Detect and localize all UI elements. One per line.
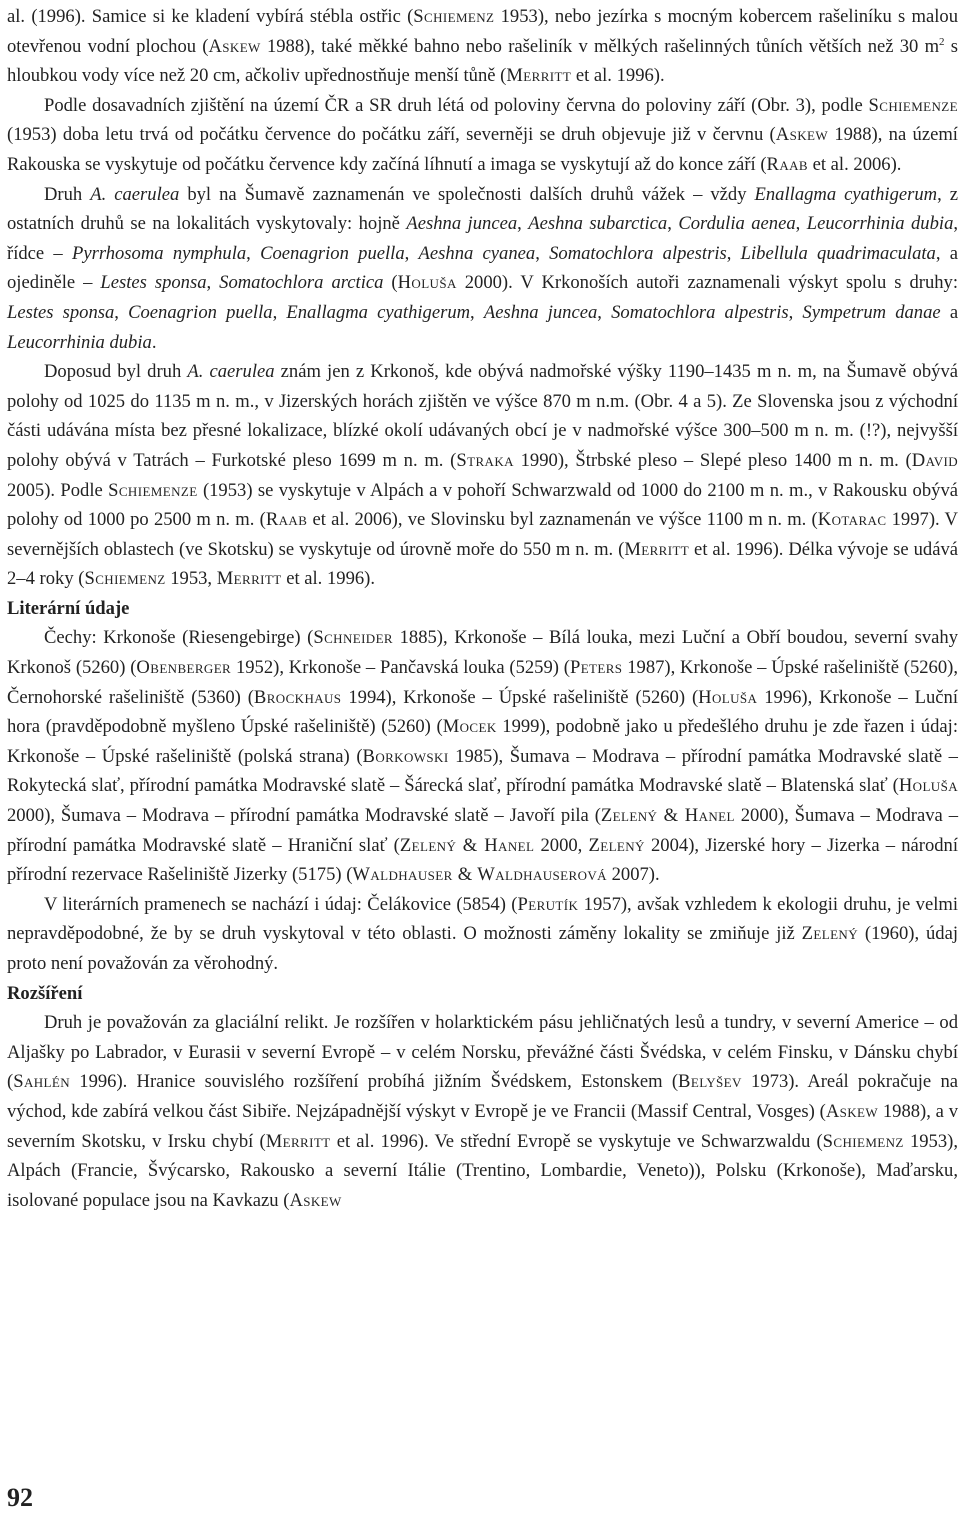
species-name: Leucorrhinia dubia — [806, 213, 954, 235]
superscript: 2 — [939, 35, 945, 48]
paragraph-distribution — [7, 1008, 958, 1215]
species-name: Somatochlora alpestris — [549, 242, 727, 264]
author-citation: Kotarac — [817, 509, 887, 531]
species-name: Sympetrum danae — [802, 301, 941, 323]
text-run: Druh — [44, 183, 91, 205]
species-name: Aeshna cyanea — [418, 242, 536, 264]
heading-rozsireni — [7, 979, 958, 1009]
text-run: , — [795, 213, 807, 235]
paragraph-altitude — [7, 357, 958, 594]
author-citation: Holuša — [898, 775, 958, 797]
species-name: Cordulia aenea — [678, 213, 796, 235]
paragraph-oviposition — [7, 2, 958, 91]
author-citation: Merritt — [216, 568, 282, 590]
text-run: 1985), Šumava – Modrava – přírodní památka Modravské slatě – Rokytecká slať, přírodní památka Modravské slatě – Šárecká slať, přírodní památka Modravské slatě – Blatenská slať ( — [7, 745, 958, 797]
text-run: s hloubkou vody více než 20 cm, ačkoliv upřednostňuje menší tůně ( — [7, 35, 958, 87]
species-name: Lestes sponsa — [7, 301, 115, 323]
text-run: . — [151, 331, 157, 353]
author-citation: Zelený & Hanel — [399, 834, 535, 856]
author-citation: David — [911, 449, 958, 471]
text-run: et al. 1996). — [571, 65, 665, 87]
text-run: , — [404, 242, 419, 264]
author-citation: Obenberger — [136, 657, 232, 679]
text-run: byl na Šumavě zaznamenán ve společnosti dalších druhů vážek – vždy — [179, 183, 755, 205]
text-run: , řídce – — [7, 213, 959, 264]
text-run: , — [667, 213, 679, 235]
text-run: 1973). Areál pokračuje na východ, kde zabírá velkou část Sibiře. Nejzápadnější výskyt v Evropě je ve Francii (Massif Central, Vosges) ( — [7, 1071, 958, 1122]
author-citation: Zelený — [588, 834, 645, 856]
text-run: 1885), Krkonoše – Bílá louka, mezi Luční a Obří boudou, severní svahy Krkonoš (5260) ( — [7, 627, 958, 679]
text-run: , — [206, 272, 220, 294]
paragraph-literature-doubtful — [7, 890, 958, 979]
text-run: 1953, — [165, 568, 217, 590]
text-run: 1994), Krkonoše – Úpské rašeliniště (5260) ( — [341, 686, 699, 708]
text-run: , a ojediněle – — [7, 242, 958, 294]
text-run: et al. 1996). Délka vývoje se udává 2–4 roky ( — [7, 538, 958, 590]
author-citation: Borkowski — [362, 745, 449, 767]
text-run: et al. 1996). — [281, 568, 376, 590]
text-run: (1953) se vyskytuje v Alpách a v pohoří Schwarzwald od 1000 do 2100 m n. m., v Rakousku obývá polohy od 1000 po 2500 m n. m. ( — [7, 479, 958, 531]
text-run: , — [597, 301, 612, 323]
text-run: 2007). — [606, 864, 660, 886]
species-name: Aeshna subarctica — [528, 213, 668, 235]
text-run: 1953), Alpách (Francie, Švýcarsko, Rakousko a severní Itálie (Trentino, Lombardie, Veneto)), Polsku (Krkonoše), Maďarsku, isolované populace jsou na Kavkazu ( — [7, 1130, 958, 1211]
paragraph-literature-records — [7, 623, 958, 889]
author-citation: Schiemenze — [868, 94, 958, 116]
species-name: Coenagrion puella — [128, 301, 273, 323]
text-run: , — [535, 242, 550, 264]
author-citation: Askew — [208, 35, 261, 57]
text-run: 1957), avšak vzhledem k ekologii druhu, je velmi nepravděpodobné, že by se druh vyskytoval v této oblasti. O možnosti záměny lokality se zmiňuje již — [7, 893, 959, 945]
text-run: (1953) doba letu trvá od počátku července do počátku září, severněji se druh objevuje již v červnu ( — [7, 124, 776, 146]
author-citation: Askew — [825, 1100, 879, 1122]
species-name: Pyrrhosoma nymphula — [71, 242, 247, 264]
text-run: 1996), Krkonoše – Luční hora (pravděpodobně myšleno Úpské rašeliniště) (5260) ( — [7, 686, 958, 738]
text-run: 1953), nebo jezírka s mocným kobercem rašeliníku s malou otevřenou vodní plochou ( — [7, 6, 958, 57]
paragraph-flight-period — [7, 91, 958, 180]
author-citation: Belyšev — [678, 1071, 742, 1093]
text-run: , — [470, 301, 484, 323]
text-run: , — [788, 301, 803, 323]
author-citation: Peters — [569, 657, 623, 679]
text-run: 1999), podobně jako u předešlého druhu je zde řazen i údaj: Krkonoše – Úpské rašeliniště (polská strana) ( — [7, 716, 958, 767]
text-run: 1987), Krkonoše – Úpské rašeliniště (5260), Černohorské rašeliniště (5360) ( — [7, 657, 958, 708]
author-citation: Mocek — [442, 716, 497, 738]
species-name: Lestes sponsa — [100, 272, 207, 294]
author-citation: Schneider — [313, 627, 394, 649]
author-citation: Askew — [289, 1189, 342, 1211]
text-run: 2000), Šumava – Modrava – přírodní památka Modravské slatě – Hraniční slať ( — [7, 805, 959, 856]
text-run: 1997). V severnějších oblastech (ve Skotsku) se vyskytuje od úrovně moře do 550 m n. m. ( — [7, 509, 958, 560]
text-run: Doposud byl druh — [44, 361, 188, 383]
author-citation: Perutík — [517, 893, 579, 915]
author-citation: Schiemenz — [413, 6, 495, 27]
text-run: a — [940, 301, 959, 323]
author-citation: Holuša — [698, 686, 758, 708]
author-citation: Merritt — [265, 1130, 331, 1152]
author-citation: Raab — [265, 509, 308, 531]
species-name: Leucorrhinia dubia — [7, 331, 152, 353]
text-run: 1952), Krkonoše – Pančavská louka (5259) ( — [231, 657, 570, 679]
species-name: A. caerulea — [187, 361, 275, 383]
author-citation: Brockhaus — [253, 686, 342, 708]
species-name: Enallagma cyathigerum — [754, 183, 938, 205]
text-run: et al. 2006), ve Slovinsku byl zaznamenán ve výšce 1100 m n. m. ( — [307, 509, 818, 531]
author-citation: Holuša — [397, 272, 457, 294]
text-run: Čechy: Krkonoše (Riesengebirge) ( — [44, 627, 314, 649]
text-run: , — [114, 301, 129, 323]
text-run: 2004), Jizerské hory – Jizerka – národní přírodní rezervace Rašeliniště Jizerky (5175) ( — [7, 834, 959, 886]
author-citation: Sahlén — [13, 1071, 70, 1093]
heading-literarni-udaje — [7, 594, 958, 624]
text-run: Podle dosavadních zjištění na území ČR a SR druh létá od poloviny června do poloviny září (Obr. 3), podle — [44, 94, 869, 116]
text-run: ( — [383, 272, 398, 294]
text-run: (1960), údaj proto není považován za věrohodný. — [7, 923, 958, 974]
author-citation: Schiemenze — [108, 479, 198, 501]
text-run: V literárních pramenech se nachází i údaj: Čelákovice (5854) ( — [44, 893, 518, 915]
author-citation: Zelený — [801, 923, 859, 945]
species-name: Somatochlora alpestris — [611, 301, 789, 323]
author-citation: Askew — [775, 124, 829, 146]
text-run: 2000). V Krkonoších autoři zaznamenali výskyt spolu s druhy: — [456, 272, 958, 294]
species-name: A. caerulea — [90, 183, 180, 205]
author-citation: Waldhauser & Waldhauserová — [352, 864, 607, 886]
text-run: , z ostatních druhů se na lokalitách vyskytovaly: hojně — [7, 183, 959, 235]
paragraph-associated-species — [7, 180, 958, 358]
author-citation: Raab — [766, 153, 808, 175]
page-number: 92 — [7, 1483, 33, 1512]
species-name: Aeshna juncea — [483, 301, 598, 323]
author-citation: Schiemenz — [822, 1130, 904, 1152]
author-citation: Straka — [456, 449, 514, 471]
species-name: Coenagrion puella — [260, 242, 405, 264]
text-run: 1988), také měkké bahno nebo rašeliník v mělkých rašelinných tůních větších než 30 m — [260, 35, 940, 57]
text-run: 1996). Hranice souvislého rozšíření probíhá jižním Švédskem, Estonskem ( — [70, 1071, 679, 1093]
text-run: , — [272, 301, 287, 323]
text-run: 1988), a v severním Skotsku, v Irsku chybí ( — [7, 1100, 958, 1152]
species-name: Aeshna juncea — [406, 213, 518, 235]
species-name: Somatochlora arctica — [219, 272, 384, 294]
text-run: 2000, — [534, 834, 589, 856]
text-run: 1990), Štrbské pleso – Slepé pleso 1400 m n. m. ( — [513, 449, 912, 471]
species-name: Libellula quadrimaculata — [740, 242, 936, 264]
author-citation: Schiemenz — [84, 568, 166, 590]
text-run: 2005). Podle — [7, 479, 109, 501]
text-run: , — [517, 213, 529, 235]
species-name: Enallagma cyathigerum — [286, 301, 471, 323]
text-run: 1988), na území Rakouska se vyskytuje od počátku července kdy začíná líhnutí a imaga se vyskytují až do konce září ( — [7, 124, 958, 175]
text-run: 2000), Šumava – Modrava – přírodní památka Modravské slatě – Javoří pila ( — [7, 805, 601, 827]
text-run: al. (1996). Samice si ke kladení vybírá stébla ostřic ( — [7, 6, 414, 27]
author-citation: Merritt — [506, 65, 572, 87]
text-run: Druh je považován za glaciální relikt. Je rozšířen v holarktickém pásu jehličnatých lesů a tundry, v severní Americe – od Aljašky po Labrador, v Eurasii v severní Evropě – v celém Norsku, převážné části Švédska, v celém Finsku, v Dánsku chybí ( — [7, 1012, 958, 1093]
author-citation: Zelený & Hanel — [600, 805, 735, 827]
text-run: , — [726, 242, 741, 264]
text-run: Rozšíření — [7, 982, 83, 1004]
text-run: znám jen z Krkonoš, kde obývá nadmořské výšky 1190–1435 m n. m, na Šumavě obývá polohy od 1025 do 1135 m n. m., v Jizerských horách zjištěn ve výšce 870 m n.m. (Obr. 4 a 5). Ze Slovenska jsou z východní části udávána místa bez přesné lokalizace, blízké okolí udávaných obcí je v nadmořské výšce 300–500 m n. m. (!?), nejvyšší polohy obývá v Tatrách – Furkotské pleso 1699 m n. m. ( — [7, 361, 958, 471]
text-run: et al. 2006). — [807, 153, 902, 175]
text-run: , — [246, 242, 261, 264]
page-body — [7, 2, 958, 1215]
text-run: et al. 1996). Ve střední Evropě se vyskytuje ve Schwarzwaldu ( — [330, 1130, 823, 1152]
text-run: Literární údaje — [7, 597, 130, 619]
author-citation: Merritt — [624, 538, 690, 560]
